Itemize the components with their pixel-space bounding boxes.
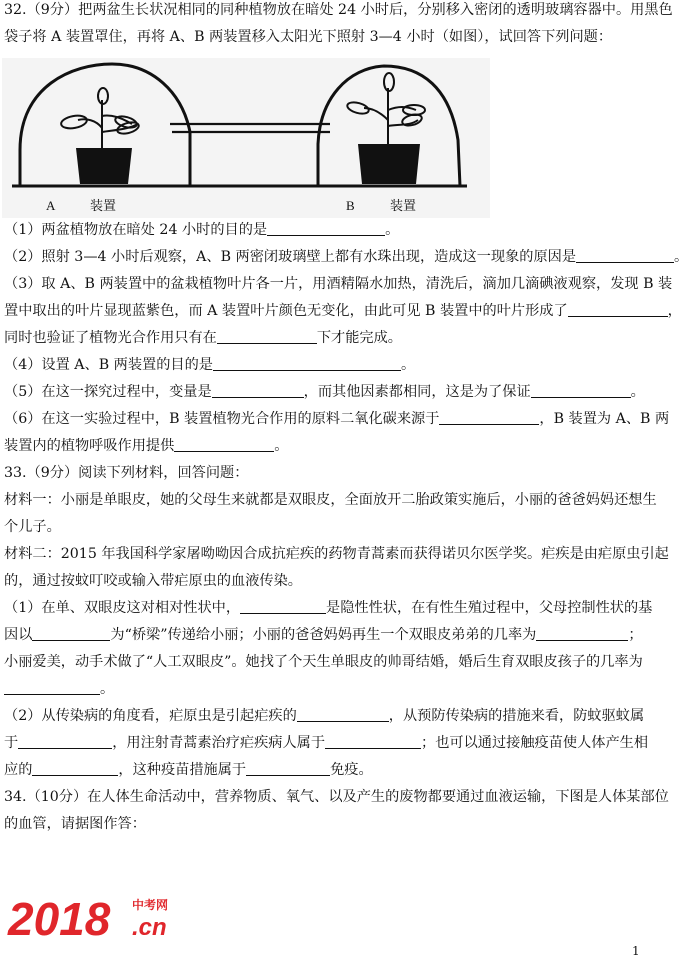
answer-blank[interactable] <box>174 437 274 452</box>
page-number: 1 <box>632 944 640 958</box>
logo-cn-text: 中考网 <box>132 898 169 912</box>
pot-a <box>76 148 132 184</box>
answer-blank[interactable] <box>297 707 389 722</box>
q34-line1: 34.（10分）在人体生命活动中，营养物质、氧气、以及产生的废物都要通过血液运输，下图是人体某部位 <box>4 789 669 805</box>
answer-blank[interactable] <box>439 410 539 425</box>
q33-material2-line2: 的，通过按蚊叮咬或输入带疟原虫的血液传染。 <box>4 573 302 589</box>
answer-blank[interactable] <box>212 383 304 398</box>
q33-sub1-line2: 因以 为“桥梁”传递给小丽；小丽的爸爸妈妈再生一个双眼皮弟弟的几率为 ； <box>4 627 643 643</box>
q32-sub6-line2: 装置内的植物呼吸作用提供 。 <box>4 438 289 454</box>
q33-material1-line1: 材料一：小丽是单眼皮，她的父母生来就都是双眼皮，全面放开二胎政策实施后，小丽的爸爸妈妈还想生 <box>4 492 657 508</box>
q32-sub1: （1）两盆植物放在暗处 24 小时的目的是 。 <box>4 222 400 238</box>
q33-sub1-line3: 小丽爱美，动手术做了“人工双眼皮”。她找了个天生单眼皮的帅哥结婚，婚后生育双眼皮孩子的几率为 <box>4 654 643 670</box>
answer-blank[interactable] <box>217 329 317 344</box>
q32-sub4: （4）设置 A、B 两装置的目的是 。 <box>4 357 416 373</box>
answer-blank[interactable] <box>32 626 110 641</box>
q33-sub2-line1: （2）从传染病的角度看，疟原虫是引起疟疾的 ，从预防传染病的措施来看，防蚊驱蚊属 <box>4 708 645 724</box>
logo-number: 2018 <box>8 893 111 945</box>
q33-sub2-line3: 应的 ，这种疫苗措施属于 免疫。 <box>4 762 373 778</box>
q32-sub2: （2）照射 3—4 小时后观察，A、B 两密闭玻璃壁上都有水珠出现，造成这一现象的原因是 。 <box>4 249 688 265</box>
q32-stem-line2: 袋子将 A 装置罩住，再将 A、B 两装置移入太阳光下照射 3—4 小时（如图），试回答下列问题： <box>4 29 613 45</box>
pot-b <box>358 144 420 184</box>
answer-blank[interactable] <box>325 734 421 749</box>
q32-sub3-line2: 置中取出的叶片显现蓝紫色，而 A 装置叶片颜色无变化，由此可见 B 装置中的叶片形成了 ， <box>4 303 682 319</box>
answer-blank[interactable] <box>536 626 628 641</box>
answer-blank[interactable] <box>18 734 112 749</box>
q33-material2-line1: 材料二：2015 年我国科学家屠呦呦因合成抗疟疾的药物青蒿素而获得诺贝尔医学奖。疟疾是由疟原虫引起 <box>4 546 669 562</box>
answer-blank[interactable] <box>213 356 401 371</box>
answer-blank[interactable] <box>240 599 326 614</box>
logo-domain: .cn <box>132 914 167 941</box>
label-b-text: 装置 <box>390 199 417 214</box>
zhongkao-logo <box>8 893 208 945</box>
answer-blank[interactable] <box>4 680 100 695</box>
q33-sub1-line4: 。 <box>4 679 646 699</box>
answer-blank[interactable] <box>576 248 674 263</box>
q32-sub3-line3: 同时也验证了植物光合作用只有在 下才能完成。 <box>4 330 402 346</box>
answer-blank[interactable] <box>267 221 385 236</box>
answer-blank[interactable] <box>32 761 118 776</box>
experiment-figure <box>2 58 490 218</box>
q32-sub3-line1: （3）取 A、B 两装置中的盆栽植物叶片各一片，用酒精隔水加热，清洗后，滴加几滴碘液观察，发现 B 装 <box>4 276 673 292</box>
q33-heading: 33.（9分）阅读下列材料，回答问题： <box>4 465 249 481</box>
answer-blank[interactable] <box>531 383 631 398</box>
q34-line2: 的血管，请据图作答： <box>4 816 146 832</box>
label-b: B <box>346 198 355 213</box>
answer-blank[interactable] <box>568 302 668 317</box>
q33-material1-line2: 个儿子。 <box>4 519 61 535</box>
answer-blank[interactable] <box>246 761 330 776</box>
q32-sub6-line1: （6）在这一实验过程中，B 装置植物光合作用的原料二氧化碳来源于 ，B 装置为 A、B 两 <box>4 411 670 427</box>
q33-sub2-line2: 于 ，用注射青蒿素治疗疟疾病人属于 ；也可以通过接触疫苗使人体产生相 <box>4 735 649 751</box>
q33-sub1-line1: （1）在单、双眼皮这对相对性状中， 是隐性性状，在有性生殖过程中，父母控制性状的基 <box>4 600 653 616</box>
label-a-text: 装置 <box>90 199 117 214</box>
label-a: A <box>46 198 56 213</box>
q32-stem-line1: 32.（9分）把两盆生长状况相同的同种植物放在暗处 24 小时后，分别移入密闭的透明玻璃容器中。用黑色 <box>4 2 673 18</box>
q32-sub5: （5）在这一探究过程中，变量是 ，而其他因素都相同，这是为了保证 。 <box>4 384 645 400</box>
